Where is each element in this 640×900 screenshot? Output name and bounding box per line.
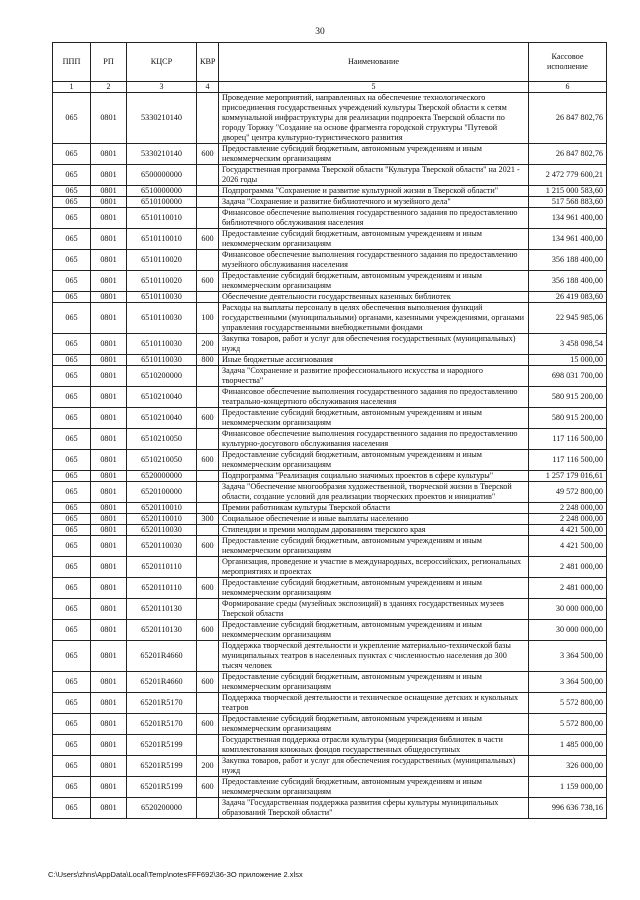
- cell-name: Иные бюджетные ассигнования: [219, 355, 529, 366]
- cell-name: Финансовое обеспечение выполнения государственного задания по предоставлению музейного обслуживания населения: [219, 250, 529, 271]
- cell-kcsr: 65201R5170: [127, 693, 197, 714]
- table-row: [53, 503, 607, 514]
- cell-ppp: 065: [53, 144, 91, 165]
- cell-kvr: 100: [197, 303, 219, 334]
- cell-kvr: [197, 471, 219, 482]
- cell-rp: 0801: [91, 514, 127, 525]
- table-row: [53, 450, 607, 471]
- cell-rp: 0801: [91, 777, 127, 798]
- cell-kvr: [197, 525, 219, 536]
- cell-rp: 0801: [91, 429, 127, 450]
- cell-kcsr: 6510100000: [127, 197, 197, 208]
- cell-amount: 3 364 500,00: [529, 641, 607, 672]
- cell-name: Стипендии и премии молодым дарованиям тверского края: [219, 525, 529, 536]
- cell-ppp: 065: [53, 536, 91, 557]
- cell-kcsr: 65201R5199: [127, 756, 197, 777]
- cell-amount: 2 472 779 600,21: [529, 165, 607, 186]
- cell-rp: 0801: [91, 735, 127, 756]
- cell-rp: 0801: [91, 165, 127, 186]
- cell-amount: 580 915 200,00: [529, 387, 607, 408]
- cell-name: Расходы на выплаты персоналу в целях обеспечения выполнения функций государственными (муниципальными) органами, казенными учреждениями, органами управления государственными внебюджетными фондами: [219, 303, 529, 334]
- cell-name: Предоставление субсидий бюджетным, автономным учреждениям и иным некоммерческим организациям: [219, 714, 529, 735]
- table-row: [53, 144, 607, 165]
- cell-amount: 698 031 700,00: [529, 366, 607, 387]
- cell-ppp: 065: [53, 387, 91, 408]
- cell-rp: 0801: [91, 641, 127, 672]
- cell-kcsr: 6510210040: [127, 387, 197, 408]
- cell-kcsr: 6510110030: [127, 334, 197, 355]
- cell-kvr: 600: [197, 450, 219, 471]
- cell-name: Государственная программа Тверской области "Культура Тверской области" на 2021 - 2026 годы: [219, 165, 529, 186]
- cell-ppp: 065: [53, 408, 91, 429]
- cell-kvr: [197, 165, 219, 186]
- cell-rp: 0801: [91, 503, 127, 514]
- cell-ppp: 065: [53, 735, 91, 756]
- cell-name: Предоставление субсидий бюджетным, автономным учреждениям и иным некоммерческим организациям: [219, 144, 529, 165]
- cell-name: Социальное обеспечение и иные выплаты населению: [219, 514, 529, 525]
- cell-rp: 0801: [91, 186, 127, 197]
- cell-kvr: [197, 292, 219, 303]
- cell-kcsr: 6520100000: [127, 482, 197, 503]
- cell-kvr: 200: [197, 756, 219, 777]
- table-row: [53, 536, 607, 557]
- cell-name: Поддержка творческой деятельности и укрепление материально-технической базы муниципальных театров в населенных пунктах с численностью населения до 300 тысяч человек: [219, 641, 529, 672]
- cell-rp: 0801: [91, 144, 127, 165]
- column-number: 3: [127, 82, 197, 93]
- cell-amount: 22 945 985,06: [529, 303, 607, 334]
- cell-kvr: [197, 387, 219, 408]
- cell-ppp: 065: [53, 93, 91, 144]
- cell-amount: 15 000,00: [529, 355, 607, 366]
- cell-rp: 0801: [91, 557, 127, 578]
- column-number: 1: [53, 82, 91, 93]
- cell-ppp: 065: [53, 557, 91, 578]
- table-row: [53, 525, 607, 536]
- cell-kvr: [197, 197, 219, 208]
- cell-name: Предоставление субсидий бюджетным, автономным учреждениям и иным некоммерческим организациям: [219, 229, 529, 250]
- table-row: [53, 408, 607, 429]
- cell-amount: 134 961 400,00: [529, 229, 607, 250]
- cell-ppp: 065: [53, 798, 91, 819]
- cell-name: Задача "Сохранение и развитие библиотечного и музейного дела": [219, 197, 529, 208]
- cell-name: Формирование среды (музейных экспозиций) в зданиях государственных музеев Тверской области: [219, 599, 529, 620]
- cell-name: Поддержка творческой деятельности и техническое оснащение детских и кукольных театров: [219, 693, 529, 714]
- cell-ppp: 065: [53, 578, 91, 599]
- cell-name: Финансовое обеспечение выполнения государственного задания по предоставлению театрально-концертного обслуживания населения: [219, 387, 529, 408]
- cell-kvr: 300: [197, 514, 219, 525]
- cell-amount: 26 847 802,76: [529, 144, 607, 165]
- cell-rp: 0801: [91, 303, 127, 334]
- table-row: [53, 599, 607, 620]
- cell-rp: 0801: [91, 525, 127, 536]
- cell-kcsr: 6520110010: [127, 514, 197, 525]
- column-numbers-row: [53, 82, 607, 93]
- table-row: [53, 366, 607, 387]
- page-number: 30: [315, 27, 325, 37]
- cell-rp: 0801: [91, 93, 127, 144]
- cell-ppp: 065: [53, 714, 91, 735]
- cell-name: Предоставление субсидий бюджетным, автономным учреждениям и иным некоммерческим организациям: [219, 620, 529, 641]
- table-row: [53, 208, 607, 229]
- table-row: [53, 672, 607, 693]
- cell-amount: 2 248 000,00: [529, 503, 607, 514]
- cell-kvr: 800: [197, 355, 219, 366]
- cell-amount: 117 116 500,00: [529, 429, 607, 450]
- cell-name: Организация, проведение и участие в международных, всероссийских, региональных мероприятиях и проектах: [219, 557, 529, 578]
- cell-amount: 1 257 179 016,61: [529, 471, 607, 482]
- cell-kcsr: 6510210050: [127, 450, 197, 471]
- cell-kcsr: 65201R4660: [127, 641, 197, 672]
- cell-kvr: [197, 798, 219, 819]
- cell-name: Закупка товаров, работ и услуг для обеспечения государственных (муниципальных) нужд: [219, 334, 529, 355]
- cell-name: Предоставление субсидий бюджетным, автономным учреждениям и иным некоммерческим организациям: [219, 408, 529, 429]
- cell-kvr: 600: [197, 714, 219, 735]
- cell-rp: 0801: [91, 292, 127, 303]
- cell-kcsr: 6510000000: [127, 186, 197, 197]
- column-header-amount: Кассовое исполнение: [529, 43, 607, 82]
- column-header-rp: РП: [91, 43, 127, 82]
- cell-kcsr: 6520000000: [127, 471, 197, 482]
- cell-rp: 0801: [91, 482, 127, 503]
- cell-rp: 0801: [91, 578, 127, 599]
- cell-name: Предоставление субсидий бюджетным, автономным учреждениям и иным некоммерческим организациям: [219, 578, 529, 599]
- table-row: [53, 471, 607, 482]
- cell-rp: 0801: [91, 599, 127, 620]
- cell-amount: 30 000 000,00: [529, 620, 607, 641]
- cell-amount: 2 248 000,00: [529, 514, 607, 525]
- table-header-row: [53, 43, 607, 82]
- cell-amount: 134 961 400,00: [529, 208, 607, 229]
- cell-ppp: 065: [53, 355, 91, 366]
- cell-kvr: [197, 93, 219, 144]
- cell-ppp: 065: [53, 208, 91, 229]
- cell-rp: 0801: [91, 693, 127, 714]
- cell-ppp: 065: [53, 777, 91, 798]
- cell-amount: 26 419 083,60: [529, 292, 607, 303]
- table-row: [53, 250, 607, 271]
- table-row: [53, 714, 607, 735]
- cell-ppp: 065: [53, 229, 91, 250]
- cell-rp: 0801: [91, 620, 127, 641]
- cell-kvr: [197, 641, 219, 672]
- file-path-footer: C:\Users\zhns\AppData\Local\Temp\notesFFF692\36-ЗО приложение 2.xlsx: [48, 870, 303, 879]
- cell-kcsr: 6520110130: [127, 620, 197, 641]
- cell-rp: 0801: [91, 250, 127, 271]
- cell-ppp: 065: [53, 303, 91, 334]
- cell-ppp: 065: [53, 514, 91, 525]
- cell-rp: 0801: [91, 536, 127, 557]
- cell-ppp: 065: [53, 756, 91, 777]
- cell-kcsr: 65201R5170: [127, 714, 197, 735]
- table-row: [53, 641, 607, 672]
- cell-amount: 517 568 883,60: [529, 197, 607, 208]
- cell-rp: 0801: [91, 366, 127, 387]
- cell-amount: 26 847 802,76: [529, 93, 607, 144]
- column-header-name: Наименование: [219, 43, 529, 82]
- cell-kcsr: 65201R5199: [127, 777, 197, 798]
- cell-kvr: [197, 735, 219, 756]
- cell-rp: 0801: [91, 271, 127, 292]
- column-number: 4: [197, 82, 219, 93]
- cell-ppp: 065: [53, 599, 91, 620]
- cell-name: Предоставление субсидий бюджетным, автономным учреждениям и иным некоммерческим организациям: [219, 271, 529, 292]
- cell-kvr: [197, 503, 219, 514]
- cell-kvr: 200: [197, 334, 219, 355]
- table-row: [53, 482, 607, 503]
- cell-kcsr: 6520110110: [127, 557, 197, 578]
- cell-name: Предоставление субсидий бюджетным, автономным учреждениям и иным некоммерческим организациям: [219, 672, 529, 693]
- cell-kvr: 600: [197, 578, 219, 599]
- table-row: [53, 578, 607, 599]
- cell-amount: 326 000,00: [529, 756, 607, 777]
- table-row: [53, 355, 607, 366]
- cell-kvr: 600: [197, 620, 219, 641]
- cell-amount: 3 364 500,00: [529, 672, 607, 693]
- cell-ppp: 065: [53, 197, 91, 208]
- cell-ppp: 065: [53, 693, 91, 714]
- cell-name: Финансовое обеспечение выполнения государственного задания по предоставлению культурно-досугового обслуживания населения: [219, 429, 529, 450]
- cell-rp: 0801: [91, 408, 127, 429]
- table-row: [53, 693, 607, 714]
- cell-kcsr: 6510110020: [127, 250, 197, 271]
- cell-kcsr: 6510210040: [127, 408, 197, 429]
- cell-name: Задача "Сохранение и развитие профессионального искусства и народного творчества": [219, 366, 529, 387]
- cell-kcsr: 65201R5199: [127, 735, 197, 756]
- cell-kvr: [197, 557, 219, 578]
- column-header-ppp: ППП: [53, 43, 91, 82]
- cell-rp: 0801: [91, 450, 127, 471]
- cell-kcsr: 6510210050: [127, 429, 197, 450]
- table-row: [53, 798, 607, 819]
- cell-name: Предоставление субсидий бюджетным, автономным учреждениям и иным некоммерческим организациям: [219, 777, 529, 798]
- cell-kcsr: 6510110010: [127, 208, 197, 229]
- cell-kcsr: 6520110030: [127, 536, 197, 557]
- table-row: [53, 429, 607, 450]
- cell-ppp: 065: [53, 641, 91, 672]
- cell-kvr: 600: [197, 777, 219, 798]
- cell-kvr: [197, 429, 219, 450]
- cell-ppp: 065: [53, 366, 91, 387]
- cell-name: Задача "Государственная поддержка развития сферы культуры муниципальных образований Тверской области": [219, 798, 529, 819]
- table-row: [53, 292, 607, 303]
- cell-kcsr: 6520200000: [127, 798, 197, 819]
- cell-kcsr: 6510110030: [127, 303, 197, 334]
- cell-kvr: [197, 366, 219, 387]
- cell-kvr: [197, 186, 219, 197]
- cell-kvr: 600: [197, 229, 219, 250]
- cell-name: Финансовое обеспечение выполнения государственного задания по предоставлению библиотечного обслуживания населения: [219, 208, 529, 229]
- cell-kcsr: 6520110030: [127, 525, 197, 536]
- cell-ppp: 065: [53, 334, 91, 355]
- cell-amount: 4 421 500,00: [529, 525, 607, 536]
- cell-rp: 0801: [91, 714, 127, 735]
- cell-amount: 1 485 000,00: [529, 735, 607, 756]
- cell-kcsr: 6510110020: [127, 271, 197, 292]
- cell-ppp: 065: [53, 292, 91, 303]
- cell-amount: 996 636 738,16: [529, 798, 607, 819]
- cell-kvr: [197, 482, 219, 503]
- cell-name: Задача "Обеспечение многообразия художественной, творческой жизни в Тверской области, создание условий для реализации творческих проектов и инициатив": [219, 482, 529, 503]
- cell-name: Государственная поддержка отрасли культуры (модернизация библиотек в части комплектования книжных фондов государственных общедоступных: [219, 735, 529, 756]
- cell-kcsr: 6510110010: [127, 229, 197, 250]
- budget-execution-table: [52, 42, 607, 819]
- table-row: [53, 620, 607, 641]
- cell-amount: 5 572 800,00: [529, 693, 607, 714]
- cell-ppp: 065: [53, 620, 91, 641]
- cell-kcsr: 6520110010: [127, 503, 197, 514]
- cell-kcsr: 5330210140: [127, 144, 197, 165]
- cell-amount: 117 116 500,00: [529, 450, 607, 471]
- table-row: [53, 165, 607, 186]
- cell-amount: 356 188 400,00: [529, 250, 607, 271]
- cell-kcsr: 6500000000: [127, 165, 197, 186]
- table-row: [53, 229, 607, 250]
- cell-amount: 1 215 000 583,60: [529, 186, 607, 197]
- table-row: [53, 387, 607, 408]
- cell-kvr: 600: [197, 536, 219, 557]
- table-row: [53, 557, 607, 578]
- cell-name: Предоставление субсидий бюджетным, автономным учреждениям и иным некоммерческим организациям: [219, 450, 529, 471]
- cell-kcsr: 5330210140: [127, 93, 197, 144]
- table-row: [53, 735, 607, 756]
- cell-rp: 0801: [91, 672, 127, 693]
- cell-ppp: 065: [53, 482, 91, 503]
- cell-amount: 1 159 000,00: [529, 777, 607, 798]
- cell-kcsr: 65201R4660: [127, 672, 197, 693]
- cell-rp: 0801: [91, 756, 127, 777]
- column-number: 6: [529, 82, 607, 93]
- cell-kvr: [197, 250, 219, 271]
- cell-rp: 0801: [91, 387, 127, 408]
- cell-amount: 356 188 400,00: [529, 271, 607, 292]
- cell-kcsr: 6520110110: [127, 578, 197, 599]
- table-row: [53, 93, 607, 144]
- cell-rp: 0801: [91, 798, 127, 819]
- cell-kvr: [197, 208, 219, 229]
- cell-kvr: 600: [197, 672, 219, 693]
- cell-ppp: 065: [53, 672, 91, 693]
- cell-kcsr: 6510110030: [127, 292, 197, 303]
- table-row: [53, 303, 607, 334]
- cell-rp: 0801: [91, 355, 127, 366]
- cell-rp: 0801: [91, 334, 127, 355]
- cell-amount: 30 000 000,00: [529, 599, 607, 620]
- cell-name: Закупка товаров, работ и услуг для обеспечения государственных (муниципальных) нужд: [219, 756, 529, 777]
- cell-kvr: [197, 693, 219, 714]
- cell-rp: 0801: [91, 208, 127, 229]
- table-row: [53, 777, 607, 798]
- cell-ppp: 065: [53, 471, 91, 482]
- cell-name: Премии работникам культуры Тверской области: [219, 503, 529, 514]
- cell-rp: 0801: [91, 197, 127, 208]
- cell-amount: 3 458 098,54: [529, 334, 607, 355]
- table-row: [53, 271, 607, 292]
- cell-kvr: 600: [197, 408, 219, 429]
- cell-name: Подпрограмма "Сохранение и развитие культурной жизни в Тверской области": [219, 186, 529, 197]
- cell-kcsr: 6510200000: [127, 366, 197, 387]
- cell-ppp: 065: [53, 503, 91, 514]
- cell-ppp: 065: [53, 429, 91, 450]
- table-row: [53, 334, 607, 355]
- table-row: [53, 756, 607, 777]
- cell-name: Подпрограмма "Реализация социально значимых проектов в сфере культуры": [219, 471, 529, 482]
- cell-amount: 5 572 800,00: [529, 714, 607, 735]
- column-header-kvr: КВР: [197, 43, 219, 82]
- column-number: 5: [219, 82, 529, 93]
- cell-rp: 0801: [91, 471, 127, 482]
- cell-name: Проведение мероприятий, направленных на обеспечение технологического присоединения государственных учреждений культуры Тверской области к сетям коммунальной инфраструктуры для реализации подпроекта Тверской области по городу Торжку "Создание на основе фрагмента городской структуры "Путевой дворец" центра культурно-туристического развития: [219, 93, 529, 144]
- cell-kvr: 600: [197, 271, 219, 292]
- cell-ppp: 065: [53, 250, 91, 271]
- cell-amount: 49 572 800,00: [529, 482, 607, 503]
- cell-amount: 580 915 200,00: [529, 408, 607, 429]
- cell-ppp: 065: [53, 271, 91, 292]
- table-row: [53, 514, 607, 525]
- cell-kcsr: 6520110130: [127, 599, 197, 620]
- cell-rp: 0801: [91, 229, 127, 250]
- cell-ppp: 065: [53, 186, 91, 197]
- cell-kcsr: 6510110030: [127, 355, 197, 366]
- column-number: 2: [91, 82, 127, 93]
- cell-amount: 4 421 500,00: [529, 536, 607, 557]
- cell-name: Предоставление субсидий бюджетным, автономным учреждениям и иным некоммерческим организациям: [219, 536, 529, 557]
- cell-amount: 2 481 000,00: [529, 578, 607, 599]
- table-row: [53, 197, 607, 208]
- cell-ppp: 065: [53, 165, 91, 186]
- cell-amount: 2 481 000,00: [529, 557, 607, 578]
- cell-kvr: 600: [197, 144, 219, 165]
- cell-name: Обеспечение деятельности государственных казенных библиотек: [219, 292, 529, 303]
- table-row: [53, 186, 607, 197]
- column-header-kcsr: КЦСР: [127, 43, 197, 82]
- cell-ppp: 065: [53, 450, 91, 471]
- cell-kvr: [197, 599, 219, 620]
- cell-ppp: 065: [53, 525, 91, 536]
